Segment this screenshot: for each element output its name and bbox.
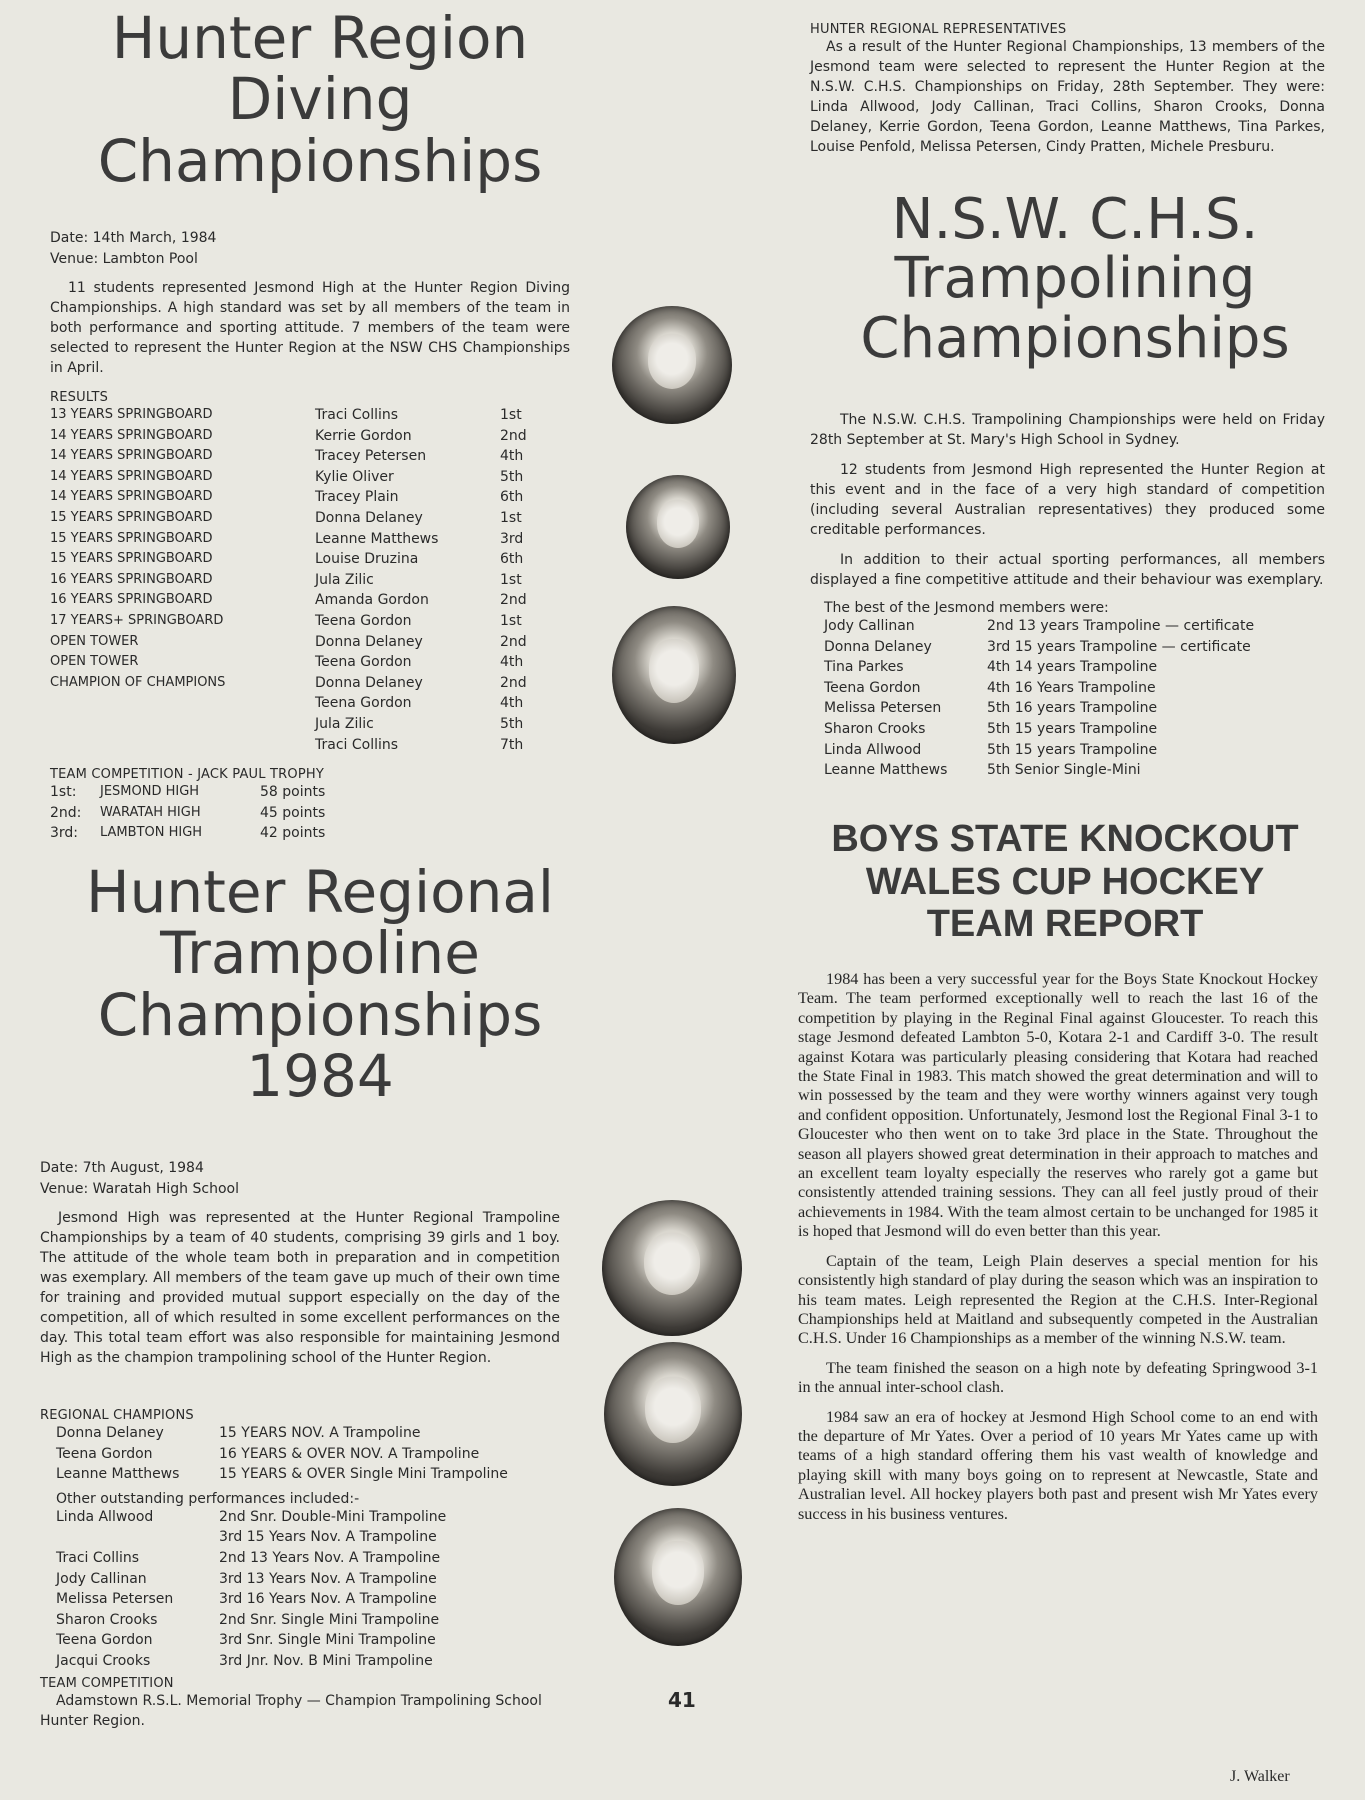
performance-row — [56, 1610, 446, 1631]
result-row-cell: 1st — [500, 612, 522, 629]
best-row-cell: 5th 15 years Trampoline — [987, 720, 1158, 737]
best-table — [824, 616, 1254, 781]
team-row-cell: 3rd: — [50, 825, 79, 842]
result-row-cell — [50, 693, 315, 714]
result-row — [50, 570, 527, 591]
best-row — [824, 698, 1254, 719]
result-row-cell: 13 YEARS SPRINGBOARD — [50, 407, 213, 422]
performance-row-cell: Melissa Petersen — [56, 1591, 174, 1608]
result-row-cell: 5th — [500, 468, 524, 485]
team-row-cell: 45 points — [260, 804, 326, 821]
team-row — [50, 823, 325, 844]
result-row-cell: 2nd — [500, 592, 527, 609]
diving-team-table — [50, 782, 325, 844]
result-row-cell: Kerrie Gordon — [315, 427, 412, 444]
trampoline-team-text: Adamstown R.S.L. Memorial Trophy — Champion Trampolining School Hunter Region. — [40, 1692, 542, 1729]
result-row-cell: 1st — [500, 571, 522, 588]
regional-champions — [40, 1408, 560, 1731]
result-row-cell: Louise Druzina — [315, 551, 419, 568]
trampoline-title-line-4: 1984 — [246, 1042, 394, 1111]
team-row-cell: 2nd: — [50, 804, 82, 821]
champion-row-cell: 15 YEARS NOV. A Trampoline — [219, 1425, 421, 1441]
result-row — [50, 487, 527, 508]
best-row-cell: 4th 14 years Trampoline — [987, 659, 1158, 676]
performance-row-cell: 2nd Snr. Single Mini Trampoline — [219, 1611, 440, 1628]
result-row-cell: 6th — [500, 551, 524, 568]
result-row-cell: OPEN TOWER — [50, 633, 139, 649]
result-row-cell: 1st — [500, 509, 522, 526]
hockey-body — [798, 970, 1318, 1524]
diving-date: Date: 14th March, 1984 — [50, 230, 217, 246]
best-row — [824, 637, 1254, 658]
result-row — [50, 446, 527, 467]
result-row-cell: 5th — [500, 715, 524, 732]
result-row-cell: 17 YEARS+ SPRINGBOARD — [50, 612, 224, 628]
result-row-cell: 15 YEARS SPRINGBOARD — [50, 530, 213, 546]
result-row-cell: 14 YEARS SPRINGBOARD — [50, 427, 213, 443]
champion-row — [56, 1423, 508, 1444]
performance-row — [56, 1548, 446, 1569]
champion-row — [56, 1464, 508, 1485]
best-row — [824, 719, 1254, 740]
diving-venue: Venue: Lambton Pool — [50, 251, 198, 267]
hockey-title-line-1: BOYS STATE KNOCKOUT — [831, 818, 1299, 860]
result-row-cell: Donna Delaney — [315, 633, 423, 650]
student-photo-2 — [626, 475, 730, 579]
student-photo-4 — [602, 1200, 742, 1336]
result-row-cell: Jula Zilic — [315, 715, 374, 732]
nsw-p3: In addition to their actual sporting performances, all members displayed a fine competitive attitude and their behaviour was exemplary. — [810, 552, 1325, 588]
best-row-cell: Tina Parkes — [824, 659, 904, 676]
page-number: 41 — [668, 1688, 696, 1712]
result-row-cell: Teena Gordon — [315, 612, 412, 629]
best-row-cell: 5th Senior Single-Mini — [987, 762, 1141, 779]
nsw-title — [820, 187, 1330, 371]
hockey-title-line-3: TEAM REPORT — [926, 903, 1204, 946]
performance-row-cell: 2nd 13 Years Nov. A Trampoline — [219, 1549, 441, 1566]
best-row-cell: 2nd 13 years Trampoline — certificate — [987, 618, 1255, 634]
result-row-cell: Tracey Petersen — [315, 448, 427, 465]
diving-title — [40, 4, 600, 195]
best-row-cell: Melissa Petersen — [824, 700, 942, 717]
performance-row-cell: Sharon Crooks — [56, 1611, 158, 1628]
champion-row-cell: Donna Delaney — [56, 1425, 164, 1441]
team-row-cell: JESMOND HIGH — [100, 784, 200, 800]
result-row-cell: Jula Zilic — [315, 571, 374, 588]
diving-intro: 11 students represented Jesmond High at the Hunter Region Diving Championships. A high standard was set by all members of the team in both performance and sporting attitude. 7 members of the team were selected to represent the Hunter Region at the NSW CHS Championships in April. — [50, 280, 570, 376]
champion-row — [56, 1444, 508, 1465]
result-row — [50, 426, 527, 447]
result-row — [50, 405, 527, 426]
hockey-p1: 1984 has been a very successful year for the Boys State Knockout Hockey Team. The team performed exceptionally well to reach the last 16 of the competition by playing in the Reginal Final against Gloucester. To reach this stage Jesmond defeated Lambton 5-0, Kotara 2-1 and Cardiff 3-0. The result against Kotara was particularly pleasing considering that Kotara had reached the State Final in 1983. This match showed the great determination and will to win possessed by the team and they were worthy winners against very tough and confident opposition. Unfortunately, Jesmond lost the Regional Final 3-1 to Gloucester who then went on to take 3rd place in the State. Throughout the season all players showed great determination in their approach to matches and an excellent team loyalty especially the reserves who rarely got a game but consistently attended training sessions. They can all feel justly proud of their achievements in 1984. With the team almost certain to be unchanged for 1985 it is hoped that Jesmond will do even better than this year. — [798, 970, 1318, 1241]
other-performances-table — [56, 1507, 446, 1672]
hockey-title — [800, 818, 1330, 946]
result-row-cell: Tracey Plain — [315, 489, 399, 506]
diving-results — [50, 390, 527, 844]
diving-title-line-2: Diving — [227, 65, 413, 134]
results-label: RESULTS — [50, 390, 109, 405]
result-row-cell: 4th — [500, 654, 524, 671]
performance-row-cell: 3rd 16 Years Nov. A Trampoline — [219, 1591, 437, 1608]
representatives — [810, 22, 1325, 157]
trampoline-intro: Jesmond High was represented at the Hunter Regional Trampoline Championships by a team of 40 students, comprising 39 girls and 1 boy. The attitude of the whole team both in preparation and in competition was exemplary. All members of the team gave up much of their own time for training and provided mutual support especially on the day of the competition, all of which resulted in some excellent performances on the day. This total team effort was also responsible for maintaining Jesmond High as the champion trampolining school of the Hunter Region. — [40, 1210, 560, 1366]
team-row — [50, 782, 325, 803]
performance-row-cell: Traci Collins — [56, 1549, 140, 1566]
performance-row — [56, 1527, 446, 1548]
trampoline-meta — [40, 1158, 239, 1200]
result-row-cell: 14 YEARS SPRINGBOARD — [50, 468, 213, 484]
nsw-title-line-3: Championships — [860, 305, 1290, 371]
diving-meta — [50, 228, 216, 270]
best-row — [824, 760, 1254, 781]
representatives-text: As a result of the Hunter Regional Championships, 13 members of the Jesmond team were selected to represent the Hunter Region at the N.S.W. C.H.S. Championships on Friday, 28th September. They were: Linda Allwood, Jody Callinan, Traci Collins, Sharon Crooks, Donna Delaney, Kerrie Gordon, Teena Gordon, Leanne Matthews, Tina Parkes, Louise Penfold, Melissa Petersen, Cindy Pratten, Michele Presburu. — [810, 39, 1325, 155]
result-row-cell: 7th — [500, 736, 524, 753]
result-row — [50, 529, 527, 550]
performance-row — [56, 1630, 446, 1651]
team-row-cell: WARATAH HIGH — [100, 804, 201, 820]
team-row-cell: 1st: — [50, 784, 77, 801]
result-row-cell: OPEN TOWER — [50, 654, 139, 670]
result-row — [50, 632, 527, 653]
champion-row-cell: 15 YEARS & OVER Single Mini Trampoline — [219, 1466, 508, 1483]
trampoline-date: Date: 7th August, 1984 — [40, 1160, 204, 1176]
result-row-cell: Amanda Gordon — [315, 592, 429, 609]
result-row-cell: 3rd — [500, 530, 524, 547]
trampoline-title-line-2: Trampoline — [160, 919, 480, 988]
signature: J. Walker — [1230, 1768, 1290, 1785]
student-photo-1 — [612, 306, 732, 424]
best-label: The best of the Jesmond members were: — [824, 600, 1109, 616]
result-row — [50, 652, 527, 673]
diving-title-line-1: Hunter Region — [111, 4, 529, 72]
result-row-cell — [50, 714, 315, 735]
trampoline-regional-title — [40, 858, 600, 1111]
nsw-p2: 12 students from Jesmond High represented the Hunter Region at this event and in the face of a very high standard of competition (including several Australian representatives) they produced some creditable performances. — [810, 462, 1325, 538]
performance-row-cell: Linda Allwood — [56, 1508, 154, 1525]
trampoline-title-line-3: Championships — [97, 980, 543, 1049]
performance-row-cell: Jacqui Crooks — [56, 1652, 151, 1669]
champion-row-cell: Teena Gordon — [56, 1445, 153, 1462]
result-row — [50, 508, 527, 529]
best-row — [824, 657, 1254, 678]
trampoline-venue: Venue: Waratah High School — [40, 1181, 239, 1197]
performance-row-cell: 3rd 15 Years Nov. A Trampoline — [219, 1529, 437, 1546]
student-photo-5 — [604, 1342, 742, 1486]
result-row-cell: 15 YEARS SPRINGBOARD — [50, 551, 213, 567]
result-row-cell: Donna Delaney — [315, 509, 423, 526]
performance-row-cell: Jody Callinan — [56, 1570, 147, 1587]
performance-row-cell: 2nd Snr. Double-Mini Trampoline — [219, 1508, 447, 1525]
best-row-cell: 4th 16 Years Trampoline — [987, 679, 1156, 696]
result-row — [50, 714, 527, 735]
hockey-p4: 1984 saw an era of hockey at Jesmond High School come to an end with the departure of Mr Yates. Over a period of 10 years Mr Yates came up with teams of a high standard offering them his vast wealth of knowledge and playing skill with many boys going on to represent at Newcastle, State and Australian level. All hockey players both past and present wish Mr Yates every success in his business ventures. — [798, 1407, 1318, 1523]
diving-team-label: TEAM COMPETITION - JACK PAUL TROPHY — [50, 767, 324, 783]
nsw-title-line-1: N.S.W. C.H.S. — [891, 187, 1259, 252]
result-row-cell: 14 YEARS SPRINGBOARD — [50, 489, 213, 505]
best-row-cell: Sharon Crooks — [824, 720, 926, 737]
best-row-cell: Donna Delaney — [824, 638, 932, 655]
result-row-cell: Teena Gordon — [315, 695, 412, 712]
best-row — [824, 616, 1254, 637]
nsw-title-line-2: Trampolining — [894, 246, 1256, 312]
nsw-body — [810, 410, 1325, 781]
result-row-cell: 2nd — [500, 427, 527, 444]
best-row-cell: Jody Callinan — [824, 618, 915, 634]
best-row-cell: Leanne Matthews — [824, 762, 948, 779]
champion-row-cell: 16 YEARS & OVER NOV. A Trampoline — [219, 1445, 480, 1462]
performance-row-cell — [56, 1527, 219, 1548]
champions-table — [56, 1423, 508, 1485]
performance-row-cell: 3rd Jnr. Nov. B Mini Trampoline — [219, 1652, 433, 1669]
hockey-title-line-2: WALES CUP HOCKEY — [865, 860, 1265, 903]
result-row-cell: 2nd — [500, 674, 527, 691]
performance-row-cell: 3rd Snr. Single Mini Trampoline — [219, 1632, 436, 1649]
best-row — [824, 678, 1254, 699]
best-row — [824, 740, 1254, 761]
result-row-cell: Kylie Oliver — [315, 468, 394, 485]
result-row — [50, 611, 527, 632]
other-label: Other outstanding performances included:- — [56, 1490, 360, 1507]
best-row-cell: Teena Gordon — [824, 679, 921, 696]
best-row-cell: Linda Allwood — [824, 741, 922, 758]
result-row-cell: 4th — [500, 695, 524, 712]
team-row-cell: 58 points — [260, 784, 326, 801]
result-row-cell: Donna Delaney — [315, 674, 423, 691]
nsw-p1: The N.S.W. C.H.S. Trampolining Championships were held on Friday 28th September at St. Mary's High School in Sydney. — [810, 412, 1325, 448]
champions-label: REGIONAL CHAMPIONS — [40, 1408, 194, 1423]
team-row — [50, 803, 325, 824]
best-row-cell: 5th 16 years Trampoline — [987, 700, 1158, 717]
team-row-cell: 42 points — [260, 825, 326, 842]
result-row-cell: Traci Collins — [315, 736, 399, 753]
result-row — [50, 693, 527, 714]
result-row-cell: Leanne Matthews — [315, 530, 439, 547]
result-row-cell: CHAMPION OF CHAMPIONS — [50, 674, 226, 690]
result-row-cell: 15 YEARS SPRINGBOARD — [50, 509, 213, 525]
result-row-cell: 2nd — [500, 633, 527, 650]
performance-row-cell: 3rd 13 Years Nov. A Trampoline — [219, 1570, 437, 1587]
result-row-cell: 16 YEARS SPRINGBOARD — [50, 571, 213, 587]
result-row-cell: 6th — [500, 489, 524, 506]
result-row — [50, 735, 527, 756]
result-row-cell: 16 YEARS SPRINGBOARD — [50, 592, 213, 608]
best-row-cell: 5th 15 years Trampoline — [987, 741, 1158, 758]
result-row-cell: 1st — [500, 407, 522, 423]
student-photo-6 — [614, 1508, 742, 1646]
result-row — [50, 590, 527, 611]
student-photo-3 — [612, 606, 736, 744]
result-row — [50, 467, 527, 488]
best-row-cell: 3rd 15 years Trampoline — certificate — [987, 638, 1251, 655]
result-row — [50, 549, 527, 570]
result-row-cell: Traci Collins — [315, 407, 399, 423]
hockey-p2: Captain of the team, Leigh Plain deserves a special mention for his consistently high standard of play during the season which was an inspiration to his team mates. Leigh represented the Region at the C.H.S. Inter-Regional Championships held at Maitland and subsequently competed in the Australian C.H.S. Under 16 Championships as a member of the winning N.S.W. team. — [798, 1251, 1318, 1348]
diving-title-line-3: Championships — [97, 126, 543, 195]
trampoline-team-label: TEAM COMPETITION — [40, 1675, 174, 1691]
result-row — [50, 673, 527, 694]
results-table — [50, 405, 527, 755]
result-row-cell: 4th — [500, 448, 524, 465]
result-row-cell: Teena Gordon — [315, 654, 412, 671]
performance-row — [56, 1589, 446, 1610]
performance-row — [56, 1569, 446, 1590]
performance-row — [56, 1507, 446, 1528]
performance-row-cell: Teena Gordon — [56, 1632, 153, 1649]
representatives-label: HUNTER REGIONAL REPRESENTATIVES — [810, 22, 1067, 37]
result-row-cell: 14 YEARS SPRINGBOARD — [50, 448, 213, 464]
result-row-cell — [50, 735, 315, 756]
performance-row — [56, 1651, 446, 1672]
champion-row-cell: Leanne Matthews — [56, 1466, 180, 1483]
trampoline-title-line-1: Hunter Regional — [85, 858, 555, 926]
team-row-cell: LAMBTON HIGH — [100, 825, 203, 841]
hockey-p3: The team finished the season on a high note by defeating Springwood 3-1 in the annual inter-school clash. — [798, 1358, 1318, 1397]
